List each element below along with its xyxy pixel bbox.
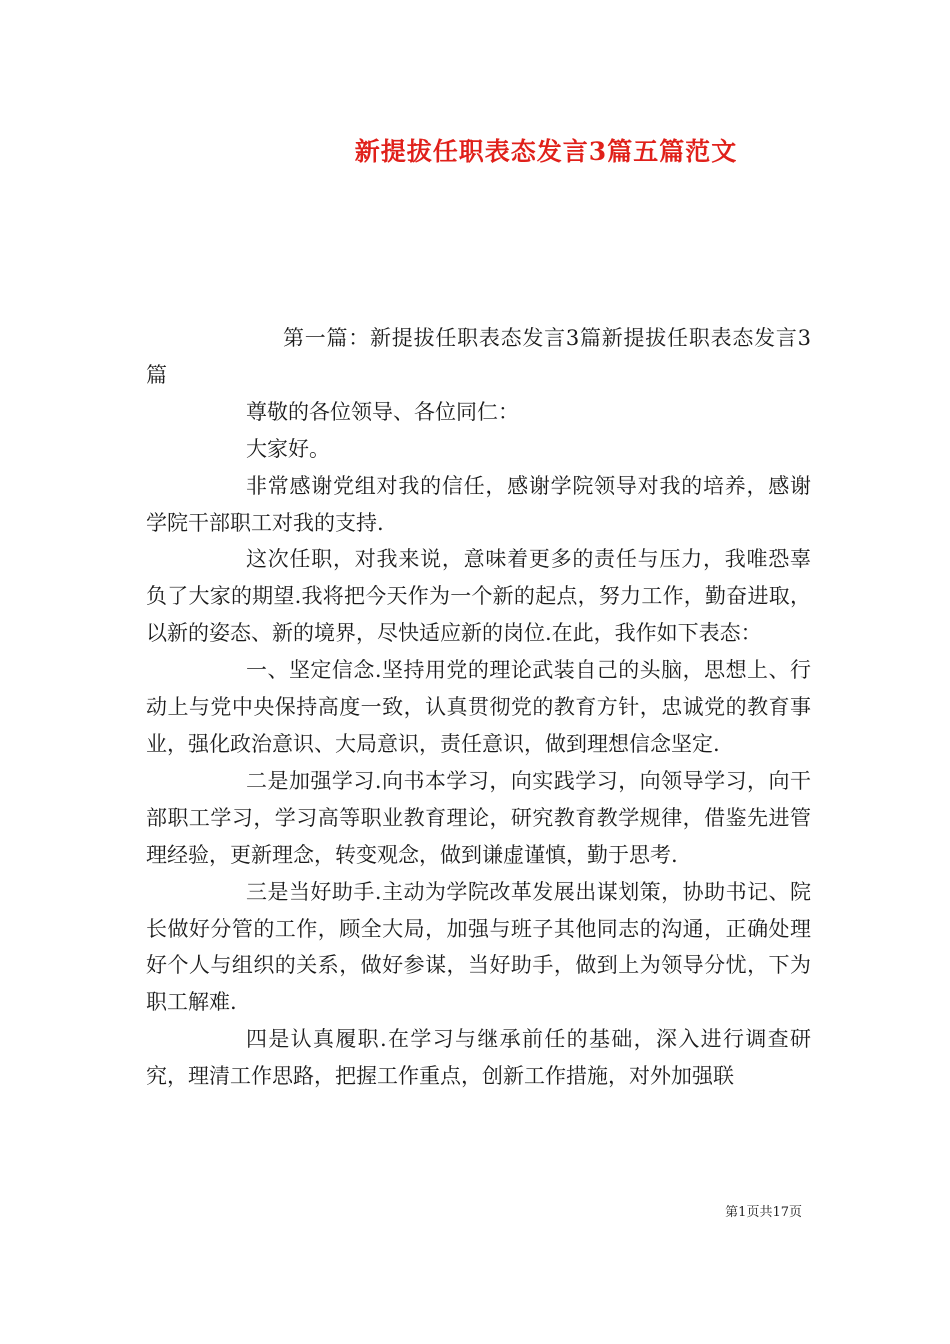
page-number-footer: 第1页共17页	[725, 1205, 802, 1220]
document-title: 新提拔任职表态发言3篇五篇范文	[354, 137, 738, 166]
paragraph-point-two: 二是加强学习.向书本学习，向实践学习，向领导学习，向干部职工学习，学习高等职业教育理论，研究教育教学规律，借鉴先进管理经验，更新理念，转变观念，做到谦虚谨慎，勤于思考.	[146, 768, 811, 867]
paragraph-point-four: 四是认真履职.在学习与继承前任的基础，深入进行调查研究，理清工作思路，把握工作重点，创新工作措施，对外加强联	[146, 1027, 811, 1089]
paragraph-responsibility: 这次任职，对我来说，意味着更多的责任与压力，我唯恐辜负了大家的期望.我将把今天作为一个新的起点，努力工作，勤奋进取，以新的姿态、新的境界，尽快适应新的岗位.在此，我作如下表态：	[146, 547, 811, 646]
paragraph-point-three: 三是当好助手.主动为学院改革发展出谋划策，协助书记、院长做好分管的工作，顾全大局，加强与班子其他同志的沟通，正确处理好个人与组织的关系，做好参谋，当好助手，做到上为领导分忧，下为职工解难.	[146, 879, 811, 1015]
document-body	[146, 320, 811, 1095]
paragraph-point-one: 一、坚定信念.坚持用党的理论武装自己的头脑，思想上、行动上与党中央保持高度一致，认真贯彻党的教育方针，忠诚党的教育事业，强化政治意识、大局意识，责任意识，做到理想信念坚定.	[146, 658, 811, 756]
paragraph-section-heading: 第一篇：新提拔任职表态发言3篇新提拔任职表态发言3篇	[146, 326, 811, 387]
paragraph-thanks: 非常感谢党组对我的信任，感谢学院领导对我的培养，感谢学院干部职工对我的支持.	[146, 473, 811, 535]
paragraph-salutation: 尊敬的各位领导、各位同仁：	[246, 399, 519, 424]
paragraph-greeting: 大家好。	[246, 436, 330, 461]
